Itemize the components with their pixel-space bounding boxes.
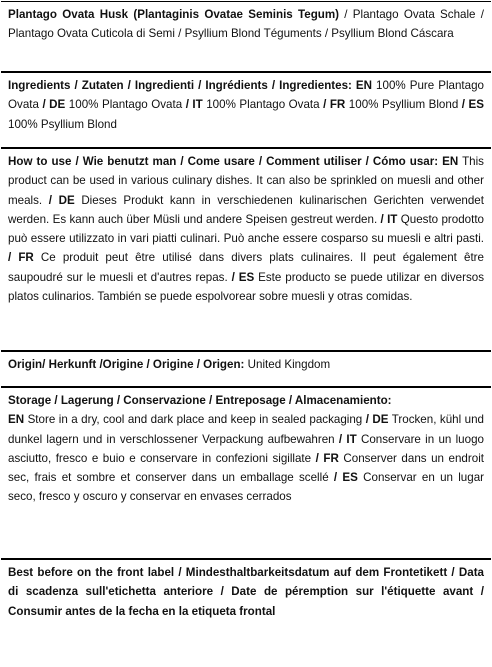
best-before-text: Best before on the front label / Mindesthaltbarkeitsdatum auf dem Frontetikett / Data di scadenza sull'etichetta anteriore / Date de péremption sur l'étiquette avant / Consumir antes de la fecha en la etiqueta frontal: [8, 566, 484, 618]
lang-code-it: / IT: [380, 212, 398, 226]
usage-en: This product can be used in various culinary dishes. It can also be sprinkled on muesli and other meals.: [8, 155, 484, 207]
ingredients-en: 100% Pure Plantago Ovata: [8, 79, 484, 112]
storage-de: Trocken, kühl und dunkel lagern und in verschlossener Verpackung aufbewahren: [8, 413, 484, 446]
origin-value: United Kingdom: [244, 358, 331, 371]
usage-it: Questo prodotto può essere utilizzato in vari piatti culinari. Può anche essere cosparso su muesli e altri pasti.: [8, 212, 484, 246]
storage-section: [1, 386, 491, 558]
usage-heading: How to use / Wie benutzt man / Come usare / Comment utiliser / Cómo usar:: [8, 155, 439, 168]
lang-code-es: / ES: [333, 471, 358, 485]
storage-es: Conservar en un lugar seco, fresco y oscuro y conservar en envases cerrados: [8, 471, 485, 504]
lang-code-de: / DE: [48, 193, 75, 207]
usage-es: Este producto se puede utilizar en diversos platos culinarios. También se puede espolvorear sobre muesli y otras comidas.: [8, 270, 484, 304]
product-name-latin: Plantago Ovata Husk (Plantaginis Ovatae Seminis Tegum): [8, 8, 340, 21]
ingredients-it: 100% Plantago Ovata: [202, 98, 324, 112]
lang-code-es: / ES: [231, 270, 255, 284]
lang-code-fr: / FR: [323, 98, 346, 112]
usage-de: Dieses Produkt kann in verschiedenen kulinarischen Gerichten verwendet werden. Es kann auch über Müsli und andere Speisen gestreut werden.: [8, 193, 484, 226]
storage-heading: Storage / Lagerung / Conservazione / Entreposage / Almacenamiento:: [8, 394, 392, 407]
product-name-section: [1, 1, 491, 71]
lang-code-es: / ES: [461, 98, 484, 112]
lang-code-it: / IT: [338, 432, 357, 446]
product-name-translations: / Plantago Ovata Schale / Plantago Ovata Cuticola di Semi / Psyllium Blond Téguments / Psyllium Blond Cáscara: [8, 8, 484, 41]
ingredients-es: 100% Psyllium Blond: [8, 117, 117, 131]
lang-code-en: EN: [8, 413, 25, 427]
lang-code-it: / IT: [185, 98, 203, 112]
usage-section: [1, 147, 491, 350]
lang-code-fr: / FR: [315, 451, 339, 465]
lang-code-fr: / FR: [8, 251, 34, 265]
storage-fr: Conserver dans un endroit sec, frais et sombre et conserver dans un emballage scellé: [8, 451, 484, 485]
storage-it: Conservare in un luogo asciutto, fresco e buio e conservare in confezioni sigillate: [8, 432, 484, 465]
best-before-section: [1, 558, 491, 665]
product-label: [1, 1, 491, 665]
lang-code-de: / DE: [42, 98, 66, 112]
ingredients-section: [1, 71, 491, 147]
storage-en: Store in a dry, cool and dark place and keep in sealed packaging: [24, 413, 366, 427]
usage-fr: Ce produit peut être utilisé dans divers plats culinaires. Il peut également être saupoudré sur le muesli et d'autres repas.: [8, 251, 484, 284]
lang-code-en: EN: [442, 155, 459, 168]
ingredients-fr: 100% Psyllium Blond: [345, 98, 462, 112]
ingredients-heading: Ingredients / Zutaten / Ingredienti / Ingrédients / Ingredientes:: [8, 79, 352, 92]
lang-code-en: EN: [355, 79, 373, 92]
ingredients-de: 100% Plantago Ovata: [65, 98, 186, 112]
lang-code-de: / DE: [365, 413, 389, 427]
origin-heading: Origin/ Herkunft /Origine / Origine / Origen:: [8, 358, 245, 371]
origin-section: [1, 350, 491, 386]
